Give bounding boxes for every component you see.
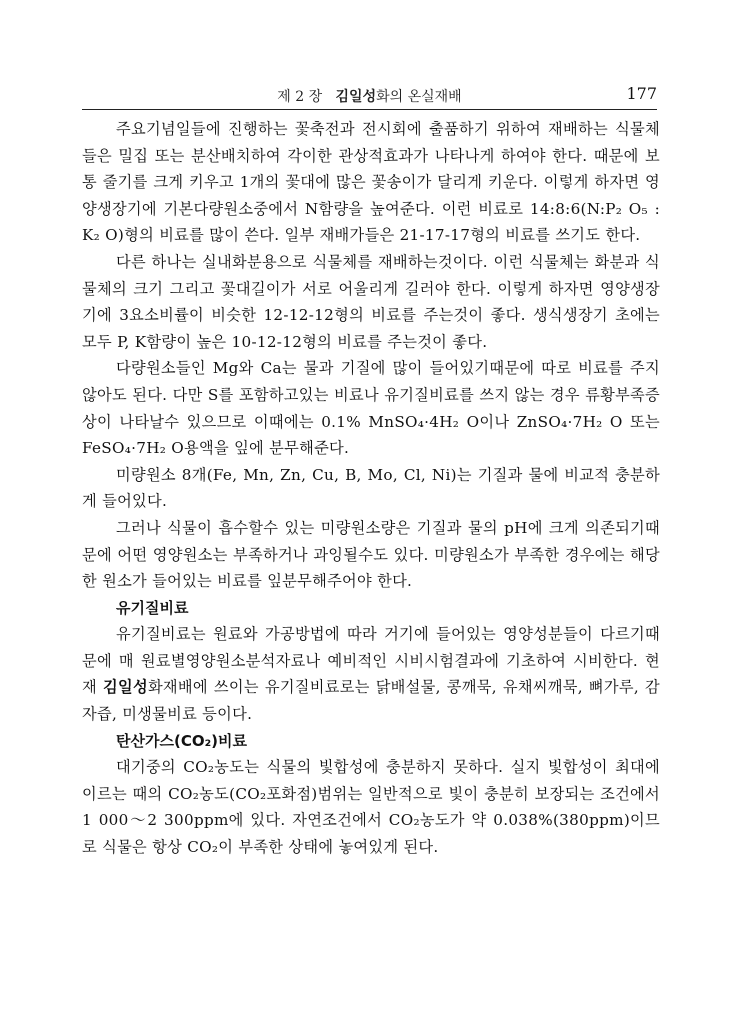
- paragraph-exhibition: 주요기념일들에 진행하는 꽃축전과 전시회에 출품하기 위하여 재배하는 식물체들은 밀집 또는 분산배치하여 각이한 관상적효과가 나타나게 하여야 한다. 때문에 보통 줄기를 크게 키우고 1개의 꽃대에 많은 꽃송이가 달리게 키운다. 이렇게 하자면 영양생장기에 기본다량원소중에서 N함량을 높여준다. 이런 비료로 14:8:6(N:P₂ O₅ : K₂ O)형의 비료를 많이 쓴다. 일부 재배가들은 21-17-17형의 비료를 쓰기도 한다.: [82, 120, 660, 245]
- running-title: [82, 86, 657, 106]
- page-number: 177: [626, 84, 657, 103]
- paragraph-co2: 대기중의 CO₂농도는 식물의 빛합성에 충분하지 못하다. 실지 빛합성이 최대에 이르는 때의 CO₂농도(CO₂포화점)범위는 일반적으로 빛이 충분히 보장되는 조건에서 1 000～2 300ppm에 있다. 자연조건에서 CO₂농도가 약 0.038%(380ppm)이므로 식물은 항상 CO₂이 부족한 상태에 놓여있게 된다.: [82, 758, 660, 857]
- title-subtitle: 화의 온실재배: [376, 89, 462, 105]
- page-body: [82, 116, 660, 861]
- section-heading-organic: 유기질비료: [116, 598, 189, 617]
- organic-name: 김일성: [103, 678, 148, 697]
- paragraph-pot-plants: 다른 하나는 실내화분용으로 식물체를 재배하는것이다. 이런 식물체는 화분과 식물체의 크기 그리고 꽃대길이가 서로 어울리게 길러야 한다. 이렇게 하자면 영양생장기에 3요소비률이 비슷한 12-12-12형의 비료를 주는것이 좋다. 생식생장기 초에는 모두 P, K함량이 높은 10-12-12형의 비료를 주는것이 좋다.: [82, 252, 660, 351]
- section-heading-co2: 탄산가스(CO₂)비료: [116, 731, 247, 750]
- title-name: 김일성: [335, 89, 377, 105]
- paragraph-macronutrients: 다량원소들인 Mg와 Ca는 물과 기질에 많이 들어있기때문에 따로 비료를 주지 않아도 된다. 다만 S를 포함하고있는 비료나 유기질비료를 쓰지 않는 경우 류황부족증상이 나타날수 있으므로 이때에는 0.1% MnSO₄·4H₂ O이나 ZnSO₄·7H₂ O 또는 FeSO₄·7H₂ O용액을 잎에 분무해준다.: [82, 359, 660, 458]
- paragraph-micronutrients: 미량원소 8개(Fe, Mn, Zn, Cu, B, Mo, Cl, Ni)는 기질과 물에 비교적 충분하게 들어있다.: [82, 465, 660, 511]
- header-divider: [82, 109, 657, 110]
- organic-text-2: 화재배에 쓰이는 유기질비료로는 닭배설물, 콩깨묵, 유채씨깨묵, 뼈가루, 감자즙, 미생물비료 등이다.: [82, 678, 660, 724]
- organic-text-1: 유기질비료는 원료와 가공방법에 따라 거기에 들어있는 영양성분들이 다르기때문에 매 원료별영양원소분석자료나 예비적인 시비시험결과에 기초하여 시비한다. 현재: [82, 625, 660, 697]
- paragraph-ph: 그러나 식물이 흡수할수 있는 미량원소량은 기질과 물의 pH에 크게 의존되기때문에 어떤 영양원소는 부족하거나 과잉될수도 있다. 미량원소가 부족한 경우에는 해당한 원소가 들어있는 비료를 잎분무해주어야 한다.: [82, 518, 660, 591]
- paragraph-organic: [82, 621, 660, 727]
- running-header: [82, 86, 657, 108]
- chapter-label: 제 2 장: [277, 89, 323, 105]
